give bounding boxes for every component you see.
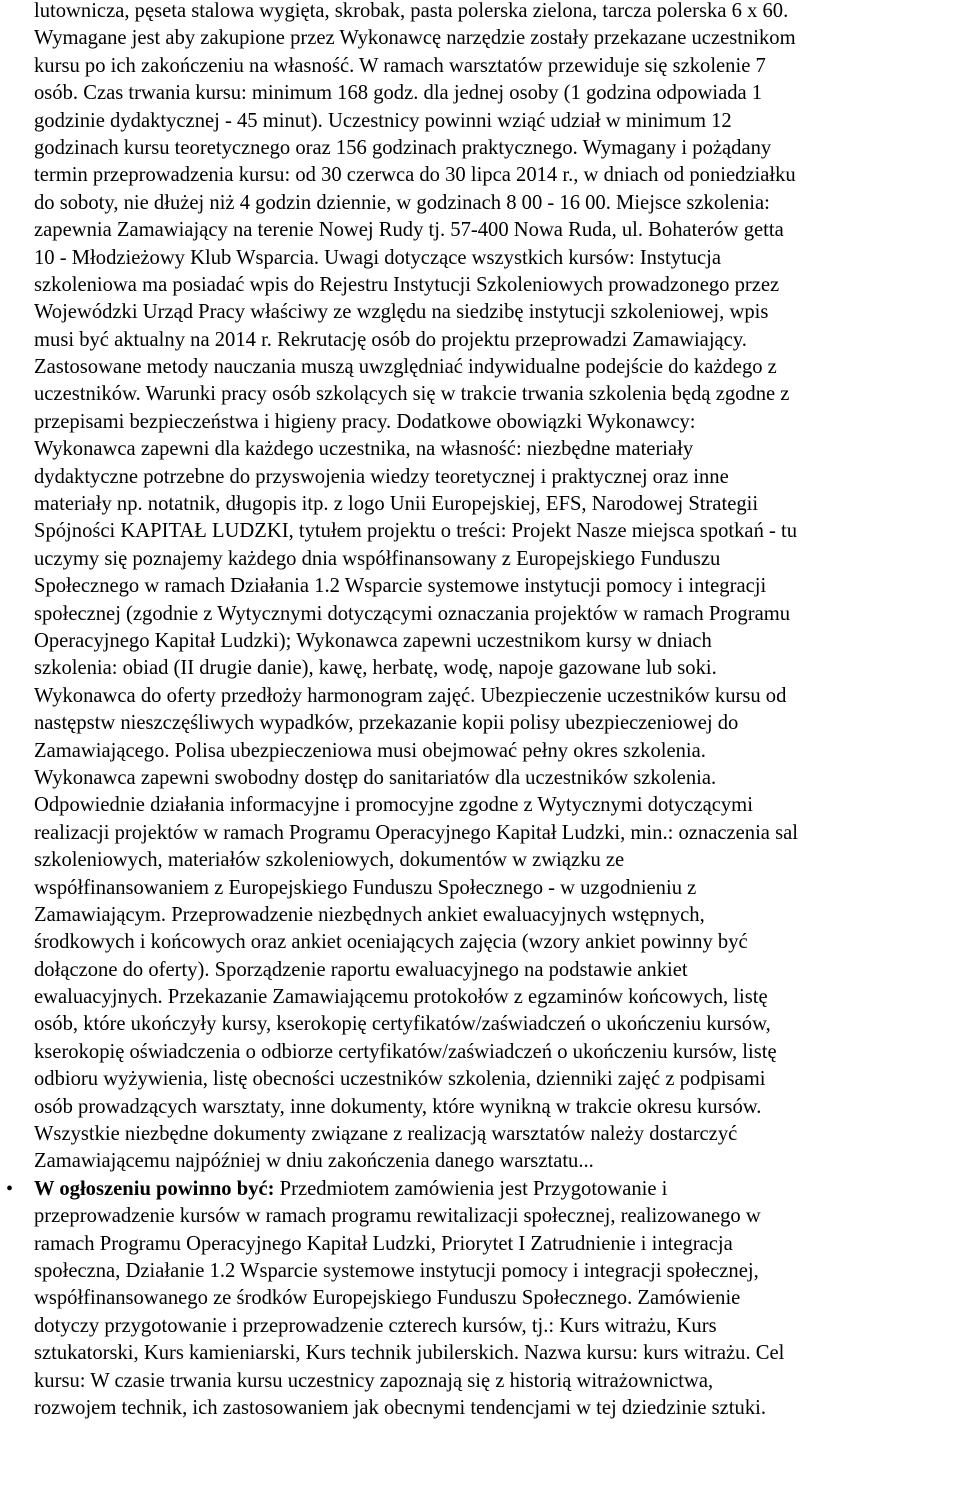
text-line: Operacyjnego Kapitał Ludzki); Wykonawca zapewni uczestnikom kursy w dniach — [34, 629, 712, 652]
text-line: Wszystkie niezbędne dokumenty związane z realizacją warsztatów należy dostarczyć — [34, 1123, 738, 1146]
bullet-first-line-text: Przedmiotem zamówienia jest Przygotowanie i — [274, 1177, 668, 1200]
paragraph-course-details — [34, 0, 960, 1176]
text-line: Zastosowane metody nauczania muszą uwzględniać indywidualne podejście do każdego z — [34, 356, 777, 379]
text-line: Odpowiednie działania informacyjne i promocyjne zgodne z Wytycznymi dotyczącymi — [34, 794, 753, 817]
text-line: przepisami bezpieczeństwa i higieny pracy. Dodatkowe obowiązki Wykonawcy: — [34, 410, 696, 433]
text-line: szkoleniowa ma posiadać wpis do Rejestru Instytucji Szkoleniowych prowadzonego przez — [34, 273, 780, 296]
text-line: osób prowadzących warsztaty, inne dokumenty, które wynikną w trakcie okresu kursów. — [34, 1095, 762, 1118]
text-line: musi być aktualny na 2014 r. Rekrutację osób do projektu przeprowadzi Zamawiający. — [34, 328, 747, 351]
text-line: przeprowadzenie kursów w ramach programu rewitalizacji społecznej, realizowanego w — [34, 1205, 761, 1228]
text-line: termin przeprowadzenia kursu: od 30 czerwca do 30 lipca 2014 r., w dniach od poniedziałku — [34, 164, 796, 187]
text-line: Społecznego w ramach Działania 1.2 Wsparcie systemowe instytucji pomocy i integracji — [34, 575, 767, 598]
text-line: realizacji projektów w ramach Programu Operacyjnego Kapitał Ludzki, min.: oznaczenia sal — [34, 821, 798, 844]
text-line: godzinie dydaktycznej - 45 minut). Uczestnicy powinni wziąć udział w minimum 12 — [34, 109, 732, 132]
text-line: godzinach kursu teoretycznego oraz 156 godzinach praktycznego. Wymagany i pożądany — [34, 136, 772, 159]
text-line: następstw nieszczęśliwych wypadków, przekazanie kopii polisy ubezpieczeniowej do — [34, 712, 739, 735]
text-line: społeczna, Działanie 1.2 Wsparcie systemowe instytucji pomocy i integracji społecznej, — [34, 1259, 759, 1282]
document-body — [6, 0, 960, 1422]
bullet-marker: • — [6, 1177, 14, 1200]
text-line: lutownicza, pęseta stalowa wygięta, skrobak, pasta polerska zielona, tarcza polerska 6 x 60. — [34, 0, 789, 22]
text-line: materiały np. notatnik, długopis itp. z logo Unii Europejskiej, EFS, Narodowej Strategii — [34, 493, 759, 516]
text-line: środkowych i końcowych oraz ankiet oceniających zajęcia (wzory ankiet powinny być — [34, 931, 748, 954]
text-line: Spójności KAPITAŁ LUDZKI, tytułem projektu o treści: Projekt Nasze miejsca spotkań - tu — [34, 520, 798, 543]
text-line: Zamawiającemu najpóźniej w dniu zakończenia danego warsztatu... — [34, 1150, 594, 1173]
bullet-list-item — [6, 1176, 960, 1423]
text-line: osób, które ukończyły kursy, kserokopię certyfikatów/zaświadczeń o ukończeniu kursów, — [34, 1013, 771, 1036]
text-line: sztukatorski, Kurs kamieniarski, Kurs technik jubilerskich. Nazwa kursu: kurs witrażu. Cel — [34, 1342, 785, 1365]
text-line: dołączone do oferty). Sporządzenie raportu ewaluacyjnego na podstawie ankiet — [34, 958, 688, 981]
text-line: współfinansowaniem z Europejskiego Funduszu Społecznego - w uzgodnieniu z — [34, 876, 697, 899]
text-line: Wojewódzki Urząd Pracy właściwy ze względu na siedzibę instytucji szkoleniowej, wpis — [34, 301, 769, 324]
text-line: kursu po ich zakończeniu na własność. W ramach warsztatów przewiduje się szkolenie 7 — [34, 54, 766, 77]
text-line: zapewnia Zamawiający na terenie Nowej Rudy tj. 57-400 Nowa Ruda, ul. Bohaterów getta — [34, 219, 784, 242]
text-line: do soboty, nie dłużej niż 4 godzin dziennie, w godzinach 8 00 - 16 00. Miejsce szkolenia: — [34, 191, 770, 214]
text-line: dydaktyczne potrzebne do przyswojenia wiedzy teoretycznej i praktycznej oraz inne — [34, 465, 729, 488]
bullet-first-line — [6, 1176, 960, 1203]
text-line: szkolenia: obiad (II drugie danie), kawę, herbatę, wodę, napoje gazowane lub soki. — [34, 657, 717, 680]
text-line: ramach Programu Operacyjnego Kapitał Ludzki, Priorytet I Zatrudnienie i integracja — [34, 1232, 733, 1255]
bullet-lead-bold: W ogłoszeniu powinno być: — [34, 1177, 275, 1200]
text-line: osób. Czas trwania kursu: minimum 168 godz. dla jednej osoby (1 godzina odpowiada 1 — [34, 82, 763, 105]
text-line: odbioru wyżywienia, listę obecności uczestników szkolenia, dzienniki zajęć z podpisami — [34, 1068, 766, 1091]
text-line: kursu: W czasie trwania kursu uczestnicy zapoznają się z historią witrażownictwa, — [34, 1369, 714, 1392]
text-line: 10 - Młodzieżowy Klub Wsparcia. Uwagi dotyczące wszystkich kursów: Instytucja — [34, 246, 722, 269]
text-line: uczymy się poznajemy każdego dnia współfinansowany z Europejskiego Funduszu — [34, 547, 721, 570]
text-line: Wykonawca do oferty przedłoży harmonogram zajęć. Ubezpieczenie uczestników kursu od — [34, 684, 787, 707]
text-line: kserokopię oświadczenia o odbiorze certyfikatów/zaświadczeń o ukończeniu kursów, listę — [34, 1040, 777, 1063]
text-line: rozwojem technik, ich zastosowaniem jak obecnymi tendencjami w tej dziedzinie sztuki. — [34, 1396, 766, 1419]
text-line: Wykonawca zapewni dla każdego uczestnika, na własność: niezbędne materiały — [34, 438, 694, 461]
text-line: Zamawiającym. Przeprowadzenie niezbędnych ankiet ewaluacyjnych wstępnych, — [34, 903, 705, 926]
text-line: współfinansowanego ze środków Europejskiego Funduszu Społecznego. Zamówienie — [34, 1287, 741, 1310]
text-line: dotyczy przygotowanie i przeprowadzenie czterech kursów, tj.: Kurs witrażu, Kurs — [34, 1314, 717, 1337]
text-line: szkoleniowych, materiałów szkoleniowych, dokumentów w związku ze — [34, 849, 625, 872]
text-line: Zamawiającego. Polisa ubezpieczeniowa musi obejmować pełny okres szkolenia. — [34, 739, 706, 762]
text-line: społecznej (zgodnie z Wytycznymi dotyczącymi oznaczania projektów w ramach Programu — [34, 602, 791, 625]
text-line: uczestników. Warunki pracy osób szkolących się w trakcie trwania szkolenia będą zgodne z — [34, 383, 790, 406]
text-line: ewaluacyjnych. Przekazanie Zamawiającemu protokołów z egzaminów końcowych, listę — [34, 986, 768, 1009]
text-line: Wymagane jest aby zakupione przez Wykonawcę narzędzie zostały przekazane uczestnikom — [34, 27, 796, 50]
text-line: Wykonawca zapewni swobodny dostęp do sanitariatów dla uczestników szkolenia. — [34, 766, 717, 789]
